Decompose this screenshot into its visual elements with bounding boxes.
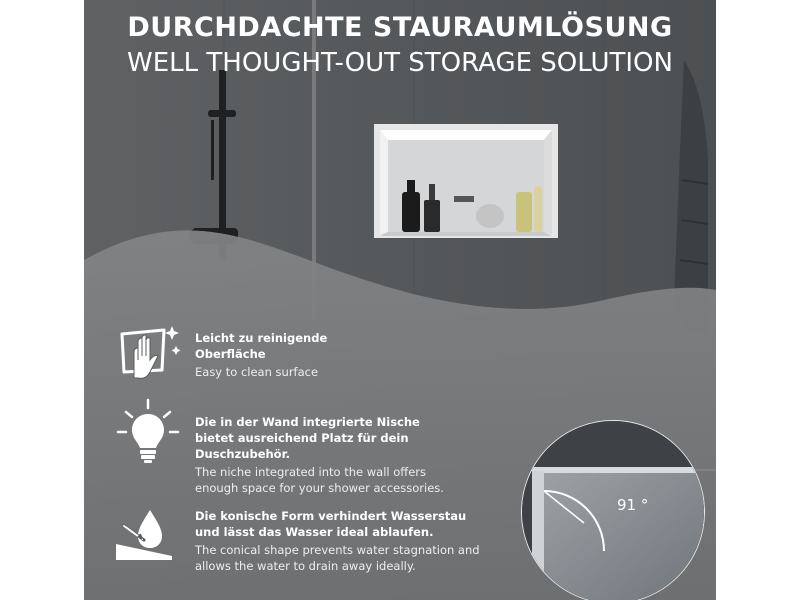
clean-surface-hand-icon bbox=[118, 320, 182, 382]
headline-english: WELL THOUGHT-OUT STORAGE SOLUTION bbox=[127, 48, 673, 78]
feature-niche-space-de: Die in der Wand integrierte Nische bietet ausreichend Platz für dein Duschzubehör. bbox=[195, 415, 420, 461]
angle-detail-badge bbox=[521, 420, 705, 600]
angle-detail-illustration bbox=[522, 421, 704, 600]
product-banner bbox=[84, 0, 716, 600]
headline-german: DURCHDACHTE STAURAUMLÖSUNG bbox=[127, 12, 673, 43]
angle-degree-label: 91 ° bbox=[617, 496, 649, 514]
feature-niche-space-en: The niche integrated into the wall offers enough space for your shower accessories. bbox=[195, 465, 444, 495]
feature-easy-clean-en: Easy to clean surface bbox=[195, 365, 319, 379]
feature-easy-clean-de: Leicht zu reinigende Oberfläche bbox=[195, 331, 328, 361]
headline bbox=[84, 12, 716, 79]
water-drop-drain-icon bbox=[114, 506, 174, 562]
wall-niche bbox=[374, 124, 558, 238]
feature-drainage-de: Die konische Form verhindert Wasserstau und lässt das Wasser ideal ablaufen. bbox=[195, 509, 467, 539]
feature-drainage-en: The conical shape prevents water stagnation and allows the water to drain away ideally. bbox=[195, 543, 480, 573]
light-bulb-icon bbox=[116, 398, 180, 466]
